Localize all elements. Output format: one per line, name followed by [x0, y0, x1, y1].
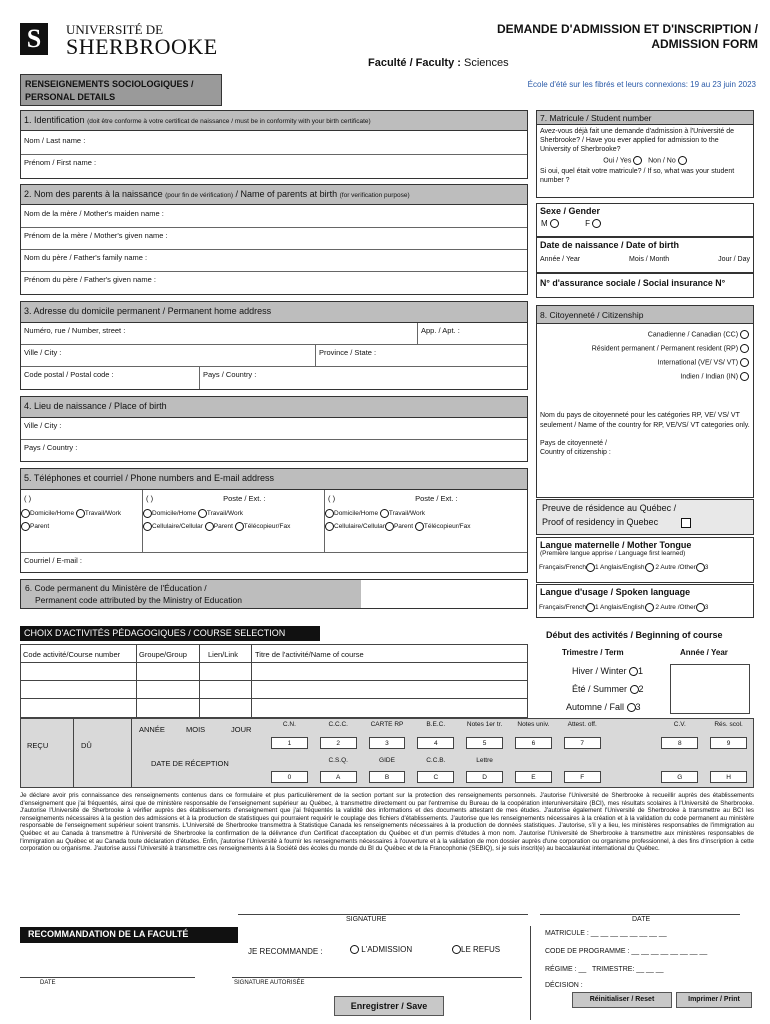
course-col-code: Code activité/Course number: [23, 650, 121, 659]
work-radio-2[interactable]: [198, 509, 207, 518]
mt-n3: 3: [704, 564, 709, 572]
signature-label: SIGNATURE: [346, 916, 387, 923]
fax-radio-2[interactable]: [235, 522, 244, 531]
birth-country-field[interactable]: [21, 440, 527, 462]
female-radio[interactable]: [592, 219, 601, 228]
parents-main: 2. Nom des parents à la naissance: [24, 189, 163, 199]
permanent-code-input[interactable]: [361, 580, 527, 608]
regime-field[interactable]: RÉGIME : __ TRIMESTRE: __ __ __: [545, 966, 664, 973]
phone-col-2: [143, 490, 325, 552]
phone-2-options: [143, 507, 324, 520]
cell-label-2: Cellulaire/Cellular: [152, 523, 203, 531]
parents-note2: (for verification purpose): [339, 192, 410, 199]
refus-label: LE REFUS: [461, 945, 501, 954]
rec-sig-line[interactable]: [232, 977, 522, 978]
office-head-2: C.C.B.: [426, 757, 446, 764]
rp-row: [537, 339, 753, 353]
father-given-field[interactable]: [21, 272, 527, 294]
university-name-line2: SHERBROOKE: [66, 34, 218, 59]
winter-radio[interactable]: [629, 667, 638, 676]
cc-row: [537, 324, 753, 339]
parents-mid: / Name of parents at birth: [235, 189, 338, 199]
admission-radio[interactable]: [350, 945, 359, 954]
phone-3-options: [325, 507, 527, 520]
program-field[interactable]: CODE DE PROGRAMME : __ __ __ __ __ __ __ __: [545, 948, 708, 955]
rec-date-label: DATE: [40, 980, 56, 986]
course-table-header: [21, 645, 527, 663]
university-name-line1: UNIVERSITÉ DE: [66, 22, 164, 37]
phone-1-options2: [21, 520, 142, 533]
signature-date-label: DATE: [632, 916, 651, 923]
course-row[interactable]: [21, 681, 527, 699]
home-radio[interactable]: [21, 509, 30, 518]
parent-label: Parent: [30, 523, 50, 531]
street-label: Numéro, rue / Number, street :: [24, 326, 126, 335]
phone-col-3: [325, 490, 527, 552]
mother-tongue-title: Langue maternelle / Mother Tongue: [540, 540, 692, 550]
form-title-line1: DEMANDE D'ADMISSION ET D'INSCRIPTION /: [496, 22, 758, 36]
no-radio[interactable]: [678, 156, 687, 165]
student-number-question2: Si oui, quel était votre matricule? / If so, what was your student number ?: [540, 168, 735, 184]
office-cell-top: 8: [661, 737, 698, 749]
course-row[interactable]: [21, 699, 527, 717]
no-label: Non / No: [648, 157, 676, 165]
office-cell-bottom: D: [466, 771, 503, 783]
identification-title: [21, 111, 527, 131]
cell-radio-3[interactable]: [325, 522, 334, 531]
section-birthplace: [20, 396, 528, 462]
cell-label-3: Cellulaire/Cellular: [334, 523, 385, 531]
section-address: [20, 301, 528, 390]
refus-radio[interactable]: [452, 945, 461, 954]
cell-radio-2[interactable]: [143, 522, 152, 531]
section-dob: [536, 237, 754, 273]
parent-radio-3[interactable]: [385, 522, 394, 531]
phone-2-input[interactable]: [143, 490, 324, 507]
annee-label: ANNÉE: [139, 725, 165, 734]
office-head: Attest. off.: [567, 721, 597, 728]
student-number-title: 7. Matricule / Student number: [537, 111, 753, 125]
office-cell-top: 5: [466, 737, 503, 749]
dob-month: Mois / Month: [629, 256, 670, 263]
yes-radio[interactable]: [633, 156, 642, 165]
office-cell-top: 3: [369, 737, 406, 749]
office-cell-bottom: G: [661, 771, 698, 783]
quebec-checkbox[interactable]: [681, 518, 691, 528]
course-table: [20, 644, 528, 718]
phone-3-options2: [325, 520, 527, 533]
address-title: 3. Adresse du domicile permanent / Permanent home address: [21, 302, 527, 323]
recommendation-title: RECOMMANDATION DE LA FACULTÉ: [28, 929, 189, 939]
citizenship-note: Nom du pays de citoyenneté pour les catégories RP, VE/ VS/ VT seulement / Name of the country for RP, VE/VS/ VT categories only.: [540, 412, 750, 429]
sl-fr-label: Français/French: [539, 604, 586, 612]
course-selection-header: [20, 626, 320, 641]
parents-title: [21, 185, 527, 205]
office-cell-bottom: F: [564, 771, 601, 783]
male-radio[interactable]: [550, 219, 559, 228]
work-radio-3[interactable]: [380, 509, 389, 518]
form-title-line2: ADMISSION FORM: [651, 37, 758, 51]
mt-n2: 2: [655, 564, 659, 572]
sl-n1: 1: [594, 604, 599, 612]
citizenship-country-label2: Country of citizenship :: [540, 449, 611, 456]
postal-label: Code postal / Postal code :: [24, 370, 114, 379]
section-permanent-code: [20, 579, 528, 609]
office-cell-bottom: E: [515, 771, 552, 783]
rec-sig-label: SIGNATURE AUTORISÉE: [234, 980, 305, 986]
city-field[interactable]: [21, 345, 527, 367]
parent-label-2: Parent: [213, 523, 233, 531]
summer-label: Été / Summer: [572, 684, 628, 694]
signature-date-line[interactable]: [540, 914, 740, 915]
citizenship-title: 8. Citoyenneté / Citizenship: [537, 306, 753, 324]
mother-given-label: Prénom de la mère / Mother's given name :: [24, 231, 168, 240]
country-field[interactable]: [199, 367, 259, 389]
section-quebec-proof: [536, 499, 754, 535]
rp-radio[interactable]: [740, 344, 749, 353]
recu-label: REÇU: [27, 741, 49, 750]
office-head-2: C.S.Q.: [328, 757, 348, 764]
school-note: École d'été sur les fibrés et leurs connexions: 19 au 23 juin 2023: [527, 80, 756, 89]
female-label: F: [585, 219, 591, 228]
male-label: M: [541, 219, 548, 228]
dob-year: Année / Year: [540, 256, 581, 263]
sl-n3: 3: [704, 604, 709, 612]
quebec-line2: Proof of residency in Quebec: [542, 517, 659, 527]
decision-field[interactable]: [545, 982, 583, 989]
birth-city-label: Ville / City :: [24, 421, 62, 430]
start-title: Début des activités / Beginning of course: [546, 630, 723, 640]
trimestre-label: TRIMESTRE:: [591, 966, 635, 973]
faculty-label: Faculté / Faculty :: [368, 57, 461, 69]
work-label: Travail/Work: [84, 510, 122, 518]
signature-line[interactable]: [238, 914, 528, 915]
phone-3-ext: Poste / Ext. :: [415, 494, 458, 503]
father-name-label: Nom du père / Father's family name :: [24, 253, 148, 262]
work-label-3: Travail/Work: [388, 510, 426, 518]
personal-details-header: [20, 74, 222, 106]
fall-label: Automne / Fall: [566, 702, 625, 712]
quebec-line1: Preuve de résidence au Québec /: [542, 503, 677, 513]
recommend-label: JE RECOMMANDE :: [248, 947, 323, 956]
fall-radio[interactable]: [627, 703, 636, 712]
mois-label: MOIS: [186, 725, 206, 734]
parent-radio[interactable]: [21, 522, 30, 531]
faculty-value[interactable]: Sciences: [463, 57, 509, 69]
phones-title: 5. Téléphones et courriel / Phone numbers and E-mail address: [21, 469, 527, 490]
section-student-number: [536, 110, 754, 198]
section-mother-tongue: [536, 537, 754, 583]
office-cell-bottom: A: [320, 771, 357, 783]
mother-name-field[interactable]: [21, 206, 527, 228]
mt-en-radio[interactable]: [645, 563, 654, 572]
work-radio[interactable]: [76, 509, 85, 518]
permanent-code-line1: 6. Code permanent du Ministère de l'Éducation /: [25, 583, 207, 593]
print-button[interactable]: Imprimer / Print: [676, 992, 752, 1008]
university-logo: S: [20, 23, 48, 55]
faculty-row: [368, 57, 509, 69]
office-head: C.N.: [282, 721, 296, 728]
year-header: Année / Year: [680, 648, 728, 657]
office-head: C.C.C.: [328, 721, 348, 728]
home-label-2: Domicile/Home: [152, 510, 197, 518]
office-head-2: Lettre: [476, 757, 493, 764]
declaration-text: Je déclare avoir pris connaissance des renseignements contenus dans ce formulaire et plus particulièrement de la section portant sur la protection des renseignements personnels. J'autorise l'Université de Sherbrooke à recueillir auprès des établissements d'enseignement que j'ai fréquentés, ainsi que de ministère responsable de l'enseignement supérieur au Québec, à transmettre directement ou par l'entremise du Bureau de la coopération interuniversitaire (BCI), mes résultats scolaires à l'Université de Sherbrooke. J'autorise l'Université de Sherbrooke à vérifier auprès des établissements d'enseignement que j'ai fréquentés la validité des informations et des documents attestant de mes études. J'autorise également l'Université de Sherbrooke à transmettre au BCI les renseignements nécessaires à la gestion des admissions et à la production de statistiques qui pourraient requérir le couplage des fichiers d'établissements. J'autorise que les renseignements nécessaires à la création et à la validation du code permanent au ministère responsable de l'enseignement supérieur soient transmis. L'Université de Sherbrooke transmettra à Statistique Canada les renseignements nécessaires à la production de données statistiques. J'autorise, s'il y a lieu, les ministères responsables de l'immigration au Québec et au Canada à transmettre à l'Université de Sherbrooke la confirmation de la délivrance d'un Certificat d'acceptation du Québec et d'un permis d'études à mon nom. J'autorise l'Université de Sherbrooke à transmettre aux ministères responsables de l'immigration au Québec et au Canada toute déclaration d'études. Enfin, j'autorise l'Université à fournir les renseignements nécessaires à l'ouverture et à la validation de mon dossier auprès d'une corporation ou organisme professionnel, à des fins d'inscription à cette corporation ou organisme. J'autorise aussi l'Université à transmettre ces renseignements à la Société des écoles du monde du BI du Québec et de la Francophonie (SEBIQ), si je suis inscrit(e) au baccalauréat international du Québec.: [20, 792, 754, 853]
program-label: CODE DE PROGRAMME :: [545, 948, 630, 955]
office-cell-top: 7: [564, 737, 601, 749]
course-col-title: Titre de l'activité/Name of course: [255, 650, 364, 659]
section-spoken-language: [536, 584, 754, 618]
last-name-label: Nom / Last name :: [24, 136, 86, 145]
reset-button[interactable]: Réinitialiser / Reset: [572, 992, 672, 1008]
office-head: Notes 1er tr.: [466, 721, 503, 728]
intl-row: [537, 353, 753, 367]
sl-other-label: Autre /Other: [660, 604, 696, 612]
office-cell-top: 1: [271, 737, 308, 749]
sl-en-label: Anglais/English: [600, 604, 645, 612]
regime-label: RÉGIME :: [545, 966, 577, 973]
mt-en-label: Anglais/English: [600, 564, 645, 572]
winter-num: 1: [638, 666, 644, 676]
city-label: Ville / City :: [24, 348, 62, 357]
admission-row: [350, 945, 412, 954]
sl-en-radio[interactable]: [645, 603, 654, 612]
office-cell-top: 9: [710, 737, 747, 749]
section-citizenship: [536, 305, 754, 498]
gender-options: [537, 218, 753, 229]
office-head: CARTE RP: [370, 721, 404, 728]
office-use-table: [20, 718, 754, 788]
office-head: Rés. scol.: [714, 721, 743, 728]
in-label: Indien / Indian (IN): [680, 373, 739, 381]
summer-row: [572, 684, 644, 694]
intl-radio[interactable]: [740, 358, 749, 367]
phone-col-1: [21, 490, 143, 552]
spoken-language-title: Langue d'usage / Spoken language: [540, 587, 691, 597]
gender-title: Sexe / Gender: [540, 206, 601, 216]
office-cell-bottom: H: [710, 771, 747, 783]
identification-main: 1. Identification: [24, 115, 85, 125]
jour-label: JOUR: [231, 725, 252, 734]
sl-other-radio[interactable]: [696, 603, 705, 612]
fall-num: 3: [635, 702, 641, 712]
in-row: [537, 367, 753, 381]
home-radio-3[interactable]: [325, 509, 334, 518]
rp-label: Résident permanent / Permanent resident (RP): [591, 345, 739, 353]
permanent-code-line2: Permanent code attributed by the Ministry of Education: [35, 595, 242, 605]
home-label-3: Domicile/Home: [334, 510, 379, 518]
home-radio-2[interactable]: [143, 509, 152, 518]
dob-fields[interactable]: [537, 252, 753, 267]
save-button[interactable]: Enregistrer / Save: [334, 996, 444, 1016]
decision-label: DÉCISION :: [545, 982, 583, 989]
term-header: Trimestre / Term: [562, 648, 624, 657]
matricule-label: MATRICULE :: [545, 930, 589, 937]
refus-row: [452, 945, 500, 954]
mother-name-label: Nom de la mère / Mother's maiden name :: [24, 209, 164, 218]
mt-n1: 1: [594, 564, 599, 572]
mt-fr-label: Français/French: [539, 564, 586, 572]
recommendation-header: [20, 927, 238, 943]
summer-num: 2: [638, 684, 644, 694]
province-label: Province / State :: [319, 348, 377, 357]
mt-fr-radio[interactable]: [586, 563, 595, 572]
phone-2-ext: Poste / Ext. :: [223, 494, 266, 503]
first-name-field[interactable]: [21, 155, 527, 177]
student-number-question: Avez-vous déjà fait une demande d'admission à l'Université de Sherbrooke? / Have you ever applied for admission to the University of Sherbrooke?: [540, 128, 734, 153]
phone-1-input[interactable]: ( ): [24, 494, 32, 503]
home-label: Domicile/Home: [30, 510, 75, 518]
rec-date-line[interactable]: [20, 977, 195, 978]
course-selection-title: CHOIX D'ACTIVITÉS PÉDAGOGIQUES / COURSE SELECTION: [24, 628, 286, 638]
fax-label-2: Télécopieur/Fax: [243, 523, 291, 531]
birth-city-field[interactable]: [21, 418, 527, 440]
mt-other-radio[interactable]: [696, 563, 705, 572]
office-head: Notes univ.: [517, 721, 550, 728]
intl-label: International (VE/ VS/ VT): [657, 359, 739, 367]
phone-2-paren: ( ): [146, 494, 154, 503]
office-cell-top: 2: [320, 737, 357, 749]
cc-label: Canadienne / Canadian (CC): [647, 331, 739, 339]
last-name-field[interactable]: [21, 133, 527, 155]
date-reception-label: DATE DE RÉCEPTION: [151, 759, 229, 768]
work-label-2: Travail/Work: [206, 510, 244, 518]
section-phones: [20, 468, 528, 573]
section-identification: [20, 110, 528, 179]
mt-other-label: Autre /Other: [660, 564, 696, 572]
spoken-language-options: [537, 597, 753, 612]
section-parents: [20, 184, 528, 295]
apt-label: App. / Apt. :: [421, 326, 460, 335]
office-grid: [265, 719, 753, 787]
office-head: B.E.C.: [426, 721, 446, 728]
permanent-code-title: [21, 580, 361, 608]
in-radio[interactable]: [740, 372, 749, 381]
phone-1-options: [21, 507, 142, 520]
birthplace-title: 4. Lieu de naissance / Place of birth: [21, 397, 527, 418]
section-sin[interactable]: [536, 273, 754, 298]
quebec-line2-row: [537, 516, 753, 529]
dob-day: Jour / Day: [718, 256, 750, 263]
sl-fr-radio[interactable]: [586, 603, 595, 612]
fax-radio-3[interactable]: [415, 522, 424, 531]
sin-title: N° d'assurance sociale / Social insurance N°: [540, 278, 726, 288]
dob-title: Date de naissance / Date of birth: [540, 240, 680, 250]
winter-label: Hiver / Winter: [572, 666, 627, 676]
phone-2-options2: [143, 520, 324, 533]
identification-note: (doit être conforme à votre certificat de naissance / must be in conformity with your birth certificate): [87, 118, 371, 125]
course-col-group: Groupe/Group: [139, 650, 187, 659]
yes-label: Oui / Yes: [603, 157, 632, 165]
father-name-field[interactable]: [21, 250, 527, 272]
office-cell-top: 4: [417, 737, 454, 749]
matricule-field[interactable]: MATRICULE : __ __ __ __ __ __ __ __: [545, 930, 667, 937]
course-col-link: Lien/Link: [208, 650, 239, 659]
fall-row: [566, 702, 641, 712]
year-input[interactable]: [670, 664, 750, 714]
du-label: DÛ: [81, 741, 92, 750]
first-name-label: Prénom / First name :: [24, 158, 97, 167]
phone-3-paren: ( ): [328, 494, 336, 503]
office-cell-bottom: 0: [271, 771, 308, 783]
cc-radio[interactable]: [740, 330, 749, 339]
birth-country-label: Pays / Country :: [24, 443, 78, 452]
mother-tongue-options: [537, 557, 753, 572]
office-cell-bottom: C: [417, 771, 454, 783]
office-cell-bottom: B: [369, 771, 406, 783]
phone-3-input[interactable]: [325, 490, 527, 507]
course-row[interactable]: [21, 663, 527, 681]
mother-given-field[interactable]: [21, 228, 527, 250]
personal-details-title: RENSEIGNEMENTS SOCIOLOGIQUES / PERSONAL DETAILS: [25, 79, 194, 102]
office-head: C.V.: [673, 721, 686, 728]
parent-radio-2[interactable]: [205, 522, 214, 531]
fax-label-3: Télécopieur/Fax: [423, 523, 471, 531]
sl-n2: 2: [655, 604, 659, 612]
winter-row: [572, 666, 643, 676]
office-head-2: GIDE: [379, 757, 395, 764]
apt-field[interactable]: [417, 323, 463, 345]
email-field[interactable]: [21, 552, 527, 574]
citizenship-country-field[interactable]: [537, 431, 753, 457]
email-label: Courriel / E-mail :: [24, 556, 82, 565]
province-field[interactable]: [315, 345, 379, 367]
section-gender: [536, 203, 754, 237]
parents-note1: (pour fin de vérification): [165, 192, 234, 199]
office-cell-top: 6: [515, 737, 552, 749]
citizenship-country-label1: Pays de citoyenneté /: [540, 440, 607, 447]
parent-label-3: Parent: [393, 523, 414, 531]
father-given-label: Prénom du père / Father's given name :: [24, 275, 156, 284]
yes-no-row: [537, 156, 753, 165]
postal-field[interactable]: [21, 367, 527, 389]
mother-tongue-note: (Première langue apprise / Language first learned): [540, 550, 686, 557]
admission-label: L'ADMISSION: [361, 945, 413, 954]
country-label: Pays / Country :: [203, 370, 257, 379]
summer-radio[interactable]: [630, 685, 639, 694]
